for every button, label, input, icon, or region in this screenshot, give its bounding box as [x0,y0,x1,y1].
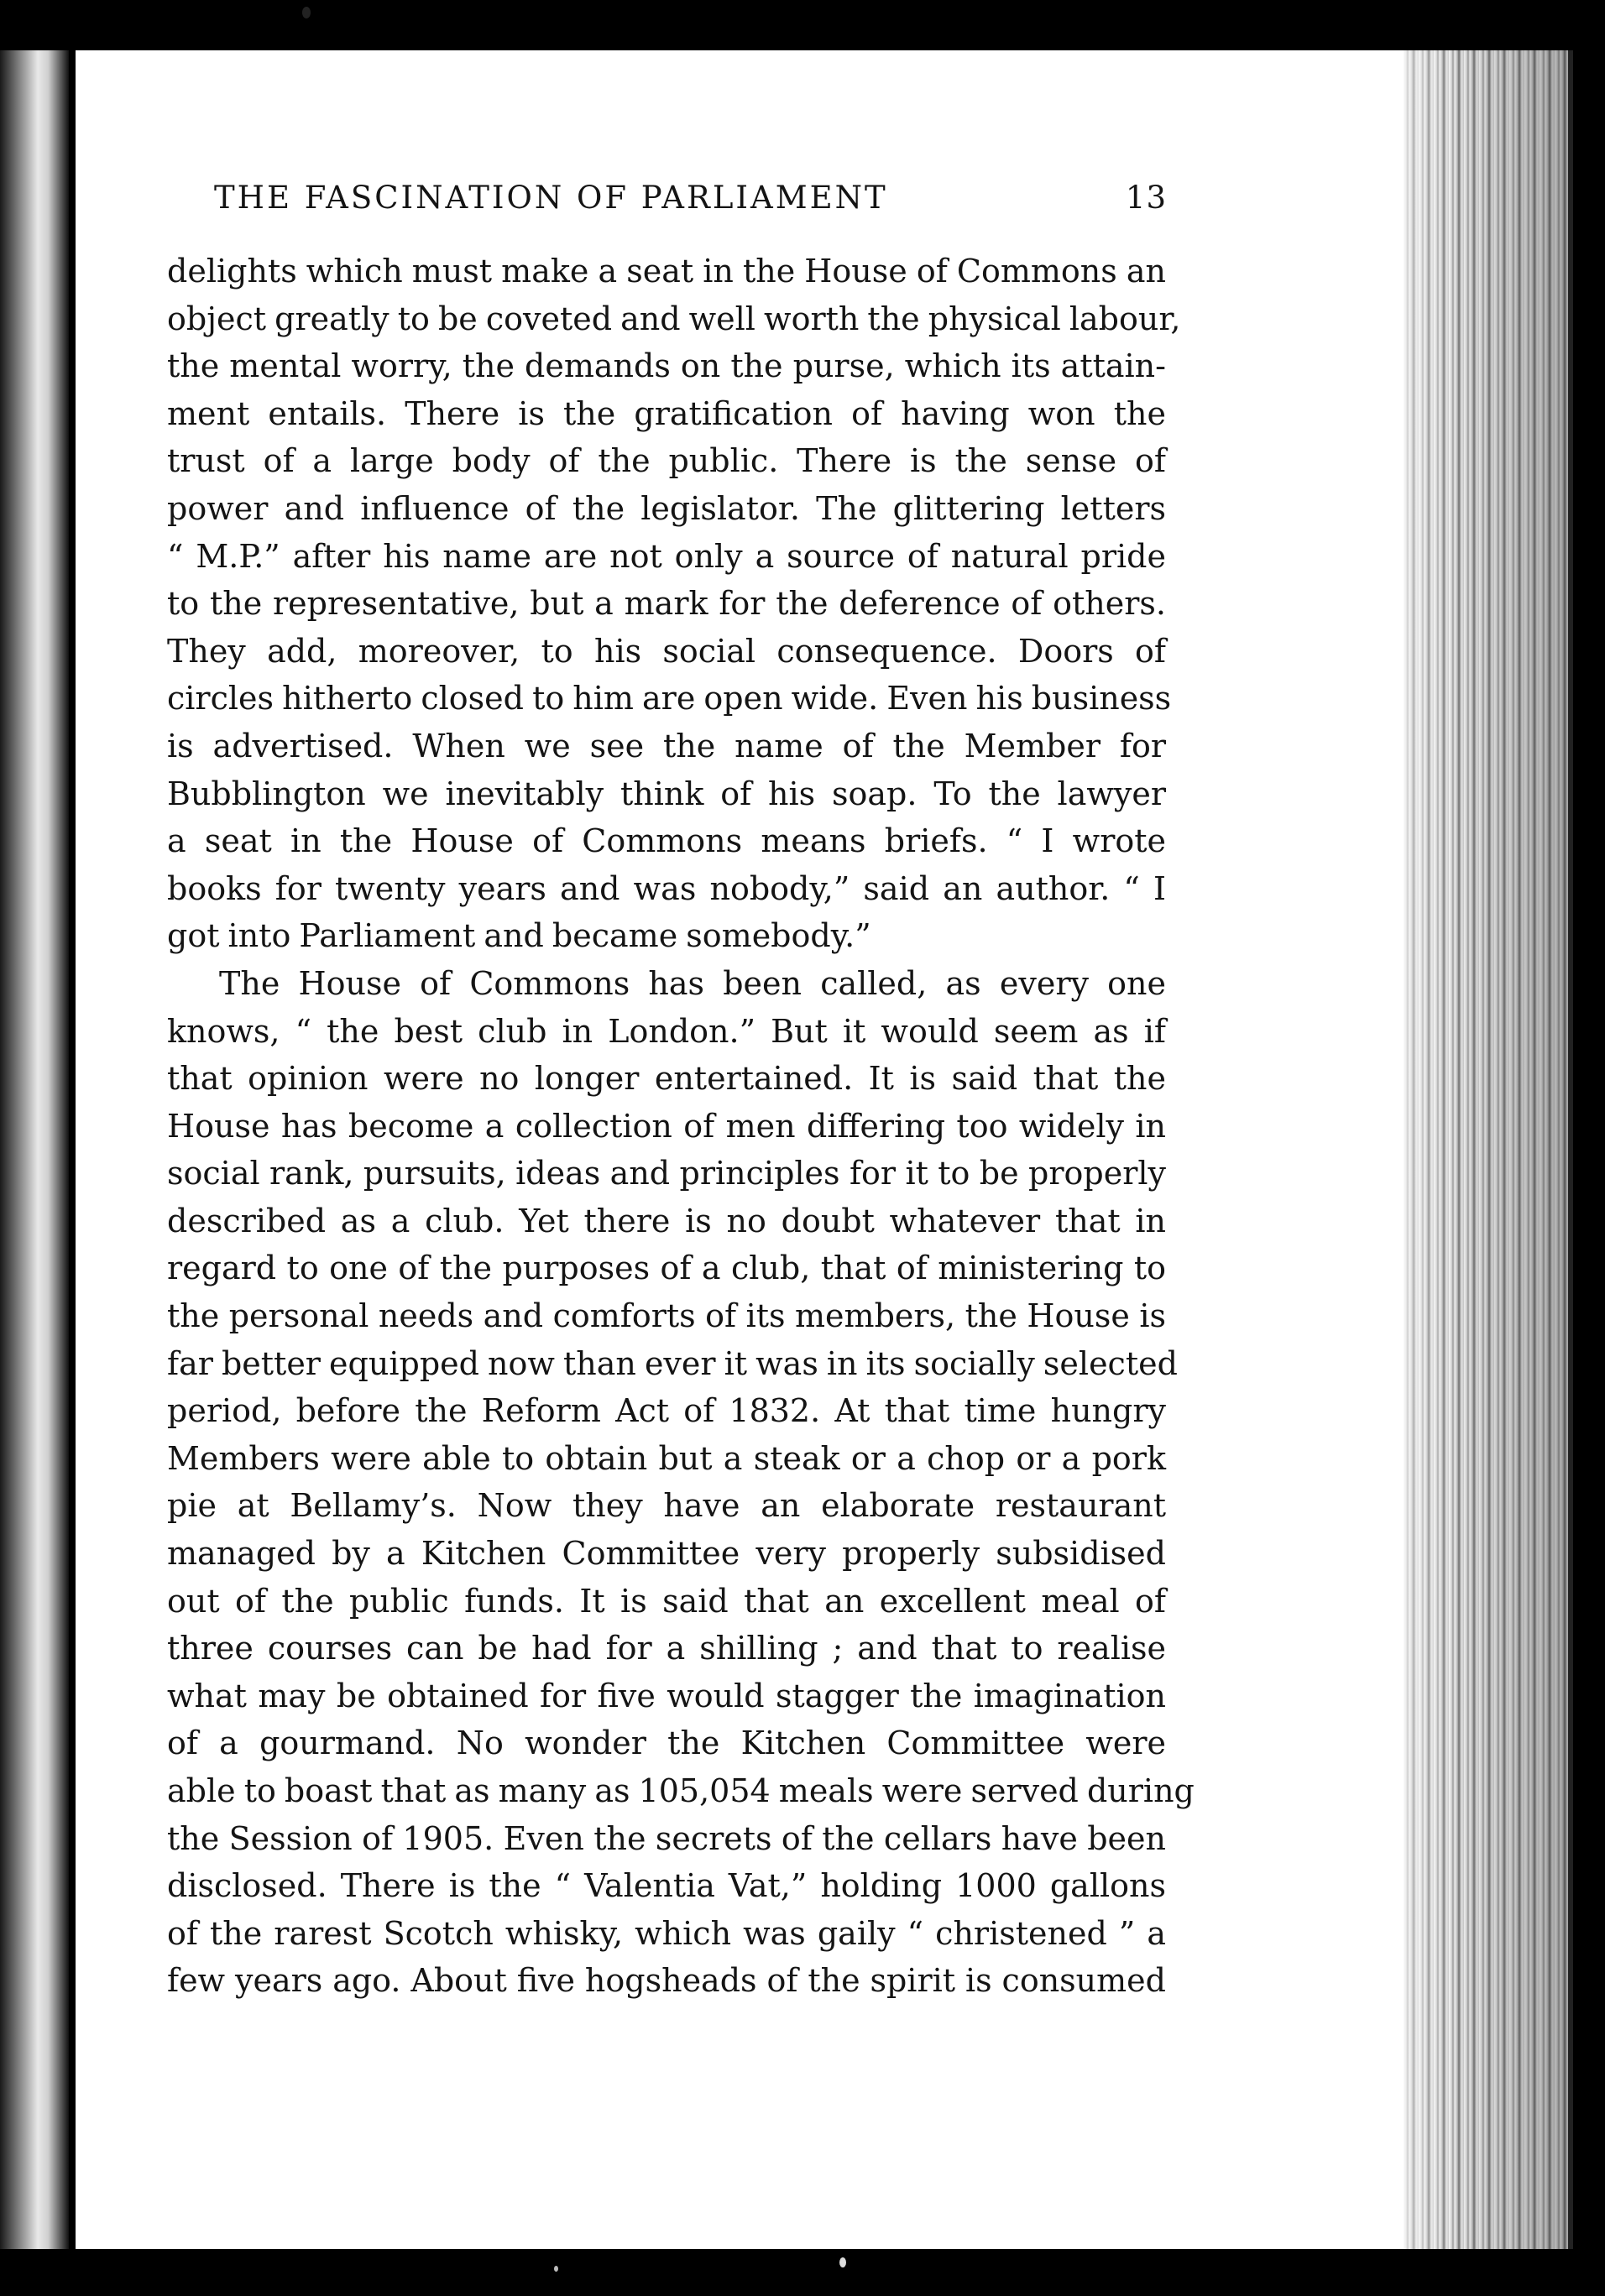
text-line: able to boast that as many as 105,054 meals were served during [167,1772,1195,1809]
text-line: regard to one of the purposes of a club, that of ministering to [167,1250,1166,1287]
text-line: that opinion were no longer entertained. It is said that the [167,1060,1166,1098]
page-number: 13 [1125,180,1167,216]
text-line: what may be obtained for five would stagger the imagination [167,1677,1166,1714]
text-line: the personal needs and comforts of its members, the House is [167,1297,1166,1335]
text-line: trust of a large body of the public. There is the sense of [167,442,1166,480]
text-line: period, before the Reform Act of 1832. At that time hungry [167,1392,1166,1430]
text-line: They add, moreover, to his social consequence. Doors of [167,632,1166,670]
text-line: managed by a Kitchen Committee very properly subsidised [167,1535,1166,1573]
text-line: object greatly to be coveted and well worth the physical labour, [167,300,1181,337]
text-line: the Session of 1905. Even the secrets of the cellars have been [167,1819,1166,1857]
text-line: to the representative, but a mark for the deference of others. [167,585,1166,623]
text-line: disclosed. There is the “ Valentia Vat,” holding 1000 gallons [167,1867,1166,1905]
running-head-title: THE FASCINATION OF PARLIAMENT [214,180,888,216]
running-head [214,180,1167,230]
text-line: the mental worry, the demands on the purse, which its attain- [167,347,1166,385]
text-line: Members were able to obtain but a steak or a chop or a pork [167,1439,1166,1477]
scan-speck [839,2257,846,2267]
text-line: social rank, pursuits, ideas and principles for it to be properly [167,1155,1166,1192]
paragraph-end-line: got into Parliament and became somebody.” [167,917,871,955]
text-line: delights which must make a seat in the House of Commons an [167,253,1166,290]
text-line: three courses can be had for a shilling ; and that to realise [167,1630,1166,1667]
left-page-edge [0,50,69,2249]
text-line: “ M.P.” after his name are not only a source of natural pride [167,537,1166,575]
text-line: ment entails. There is the gratification of having won the [167,394,1166,432]
text-line: of a gourmand. No wonder the Kitchen Committee were [167,1725,1166,1762]
text-line: far better equipped now than ever it was in its socially selected [167,1344,1178,1382]
text-line: described as a club. Yet there is no doubt whatever that in [167,1202,1166,1239]
text-line: is advertised. When we see the name of the Member for [167,727,1166,764]
body-text [167,248,1195,2005]
text-line: pie at Bellamy’s. Now they have an elaborate restaurant [167,1487,1166,1525]
page-fore-edge-shade [1404,50,1568,2249]
text-line: out of the public funds. It is said that an excellent meal of [167,1582,1166,1620]
text-line: knows, “ the best club in London.” But it would seem as if [167,1012,1166,1050]
text-line: Bubblington we inevitably think of his soap. To the lawyer [167,775,1166,812]
paragraph-start-line: The House of Commons has been called, as every one [219,964,1166,1002]
text-line: books for twenty years and was nobody,” said an author. “ I [167,869,1166,907]
scan-speck [302,7,311,18]
text-line: circles hitherto closed to him are open wide. Even his business [167,680,1172,718]
text-line: of the rarest Scotch whisky, which was gaily “ christened ” a [167,1914,1166,1952]
scan-speck [554,2266,558,2272]
text-line: a seat in the House of Commons means briefs. “ I wrote [167,822,1166,860]
text-line: power and influence of the legislator. The glittering letters [167,489,1166,527]
text-line: few years ago. About five hogsheads of the spirit is consumed [167,1962,1166,2000]
text-line: House has become a collection of men differing too widely in [167,1107,1166,1145]
